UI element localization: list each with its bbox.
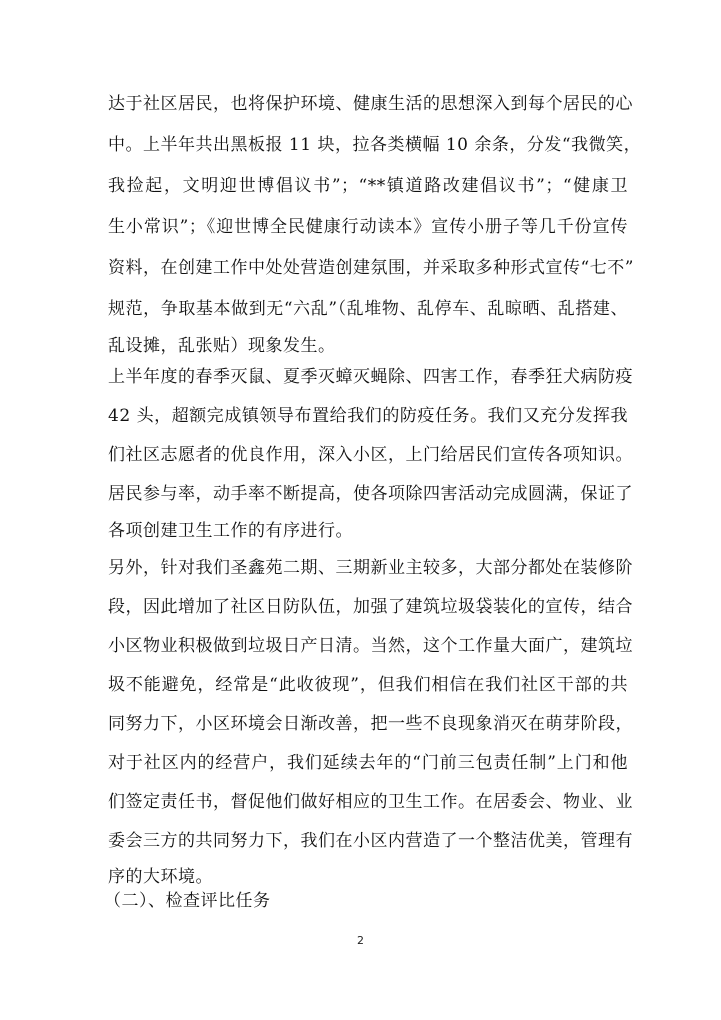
paragraph-1-line-5: 资料，在创建工作中处处营造创建氛围，并采取多种形式宣传“七不”	[108, 258, 634, 278]
paragraph-2-line-1: 上半年度的春季灭鼠、夏季灭蟑灭蝇除、四害工作，春季狂犬病防疫	[108, 367, 633, 387]
page-number: 2	[357, 934, 364, 947]
paragraph-3-line-9: 序的大环境。	[108, 867, 213, 887]
paragraph-3-line-5: 同努力下，小区环境会日渐改善，把一些不良现象消灭在萌芽阶段，	[108, 714, 633, 734]
paragraph-1-line-7: 乱设摊，乱张贴）现象发生。	[108, 336, 336, 356]
paragraph-3-line-8: 委会三方的共同努力下，我们在小区内营造了一个整洁优美，管理有	[108, 831, 633, 851]
paragraph-1-line-2: 中。上半年共出黑板报 11 块，拉各类横幅 10 余条，分发“我微笑，	[108, 135, 642, 155]
paragraph-3-line-4: 圾不能避免，经常是“此收彼现”，但我们相信在我们社区干部的共	[108, 675, 628, 695]
paragraph-2-line-3: 们社区志愿者的优良作用，深入小区，上门给居民们宣传各项知识。	[108, 445, 633, 465]
paragraph-3-line-2: 段，因此增加了社区日防队伍，加强了建筑垃圾袋装化的宣传，结合	[108, 597, 633, 617]
paragraph-3-line-1: 另外，针对我们圣鑫苑二期、三期新业主较多，大部分都处在装修阶	[108, 558, 633, 578]
paragraph-3-line-3: 小区物业积极做到垃圾日产日清。当然，这个工作量大面广，建筑垃	[108, 636, 633, 656]
paragraph-2-line-2: 42 头，超额完成镇领导布置给我们的防疫任务。我们又充分发挥我	[108, 406, 628, 426]
paragraph-1-line-3: 我捡起，文明迎世博倡议书”；“**镇道路改建倡议书”；“健康卫	[108, 176, 628, 196]
paragraph-3-line-7: 们签定责任书，督促他们做好相应的卫生工作。在居委会、物业、业	[108, 792, 633, 812]
paragraph-1-line-6: 规范，争取基本做到无“六乱”（乱堆物、乱停车、乱晾晒、乱搭建、	[108, 299, 628, 319]
paragraph-3-line-6: 对于社区内的经营户，我们延续去年的“门前三包责任制”上门和他	[108, 753, 628, 773]
paragraph-2-line-4: 居民参与率，动手率不断提高，使各项除四害活动完成圆满，保证了	[108, 484, 633, 504]
paragraph-2-line-5: 各项创建卫生工作的有序进行。	[108, 521, 353, 541]
paragraph-1-line-1: 达于社区居民，也将保护环境、健康生活的思想深入到每个居民的心	[108, 94, 633, 114]
section-heading: （二）、检查评比任务	[104, 891, 271, 911]
paragraph-1-line-4: 生小常识”；《迎世博全民健康行动读本》宣传小册子等几千份宣传	[108, 217, 628, 237]
